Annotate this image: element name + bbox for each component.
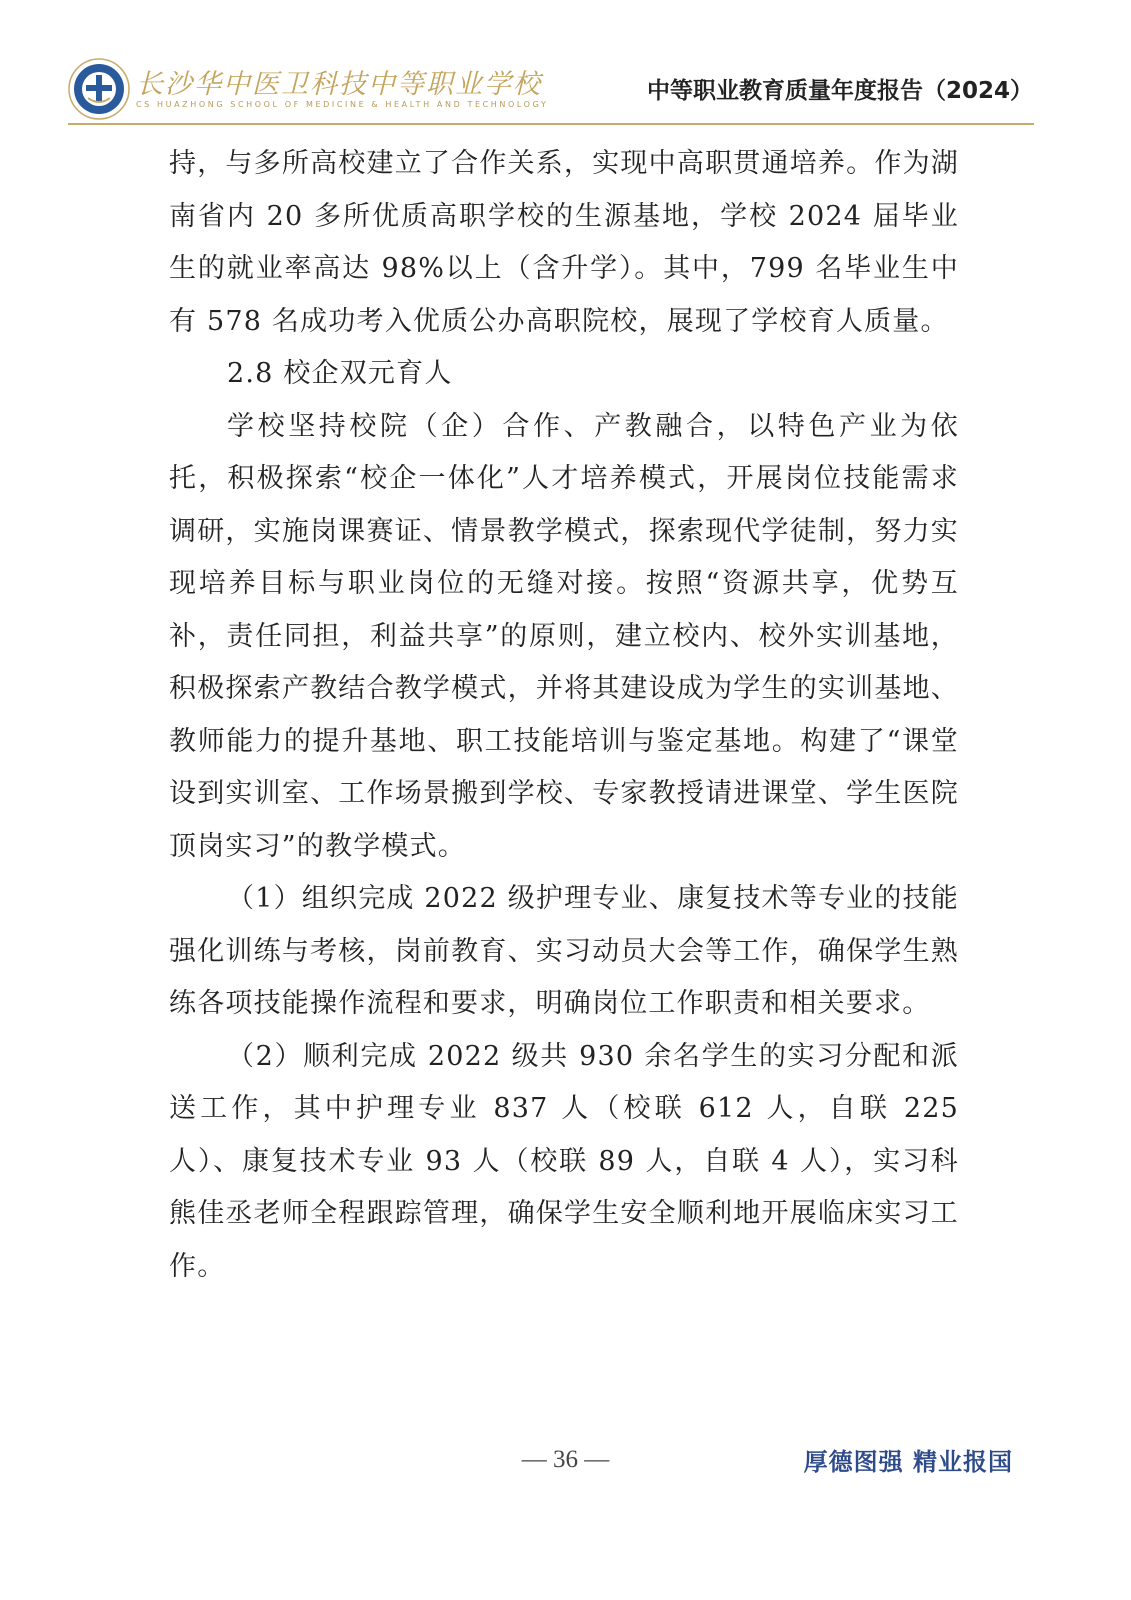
page-number: — 36 — <box>521 1446 610 1473</box>
paragraph: 学校坚持校院（企）合作、产教融合，以特色产业为依托，积极探索“校企一体化”人才培养模式，开展岗位技能需求调研，实施岗课赛证、情景教学模式，探索现代学徒制，努力实现培养目标与职业岗位的无缝对接。按照“资源共享，优势互补，责任同担，利益共享”的原则，建立校内、校外实训基地，积极探索产教结合教学模式，并将其建设成为学生的实训基地、教师能力的提升基地、职工技能培训与鉴定基地。构建了“课堂设到实训室、工作场景搬到学校、专家教授请进课堂、学生医院顶岗实习”的教学模式。 <box>169 410 959 862</box>
school-name-english: CS HUAZHONG SCHOOL OF MEDICINE & HEALTH AND TECHNOLOGY <box>136 100 549 109</box>
paragraph-continued: 持，与多所高校建立了合作关系，实现中高职贯通培养。作为湖南省内 20 多所优质高职学校的生源基地，学校 2024 届毕业生的就业率高达 98%以上（含升学）。其中，799 名毕业生中有 578 名成功考入优质公办高职院校，展现了学校育人质量。 <box>169 148 959 337</box>
report-title: 中等职业教育质量年度报告（2024） <box>646 78 1033 104</box>
paragraph: （2）顺利完成 2022 级共 930 余名学生的实习分配和派送工作，其中护理专业 837 人（校联 612 人，自联 225 人）、康复技术专业 93 人（校联 89 人，自联 4 人），实习科熊佳丞老师全程跟踪管理，确保学生安全顺利地开展临床实习工作。 <box>169 1040 959 1282</box>
school-name-logo: 长沙华中医卫科技中等职业学校 <box>136 69 542 100</box>
school-motto: 厚德图强 精业报国 <box>803 1448 1013 1476</box>
page-body <box>169 138 959 1293</box>
paragraph: （1）组织完成 2022 级护理专业、康复技术等专业的技能强化训练与考核，岗前教育、实习动员大会等工作，确保学生熟练各项技能操作流程和要求，明确岗位工作职责和相关要求。 <box>169 883 959 1019</box>
header-divider <box>68 123 1034 125</box>
section-heading: 2.8 校企双元育人 <box>227 358 453 389</box>
page-header <box>0 0 1131 130</box>
school-seal-icon <box>68 58 130 120</box>
